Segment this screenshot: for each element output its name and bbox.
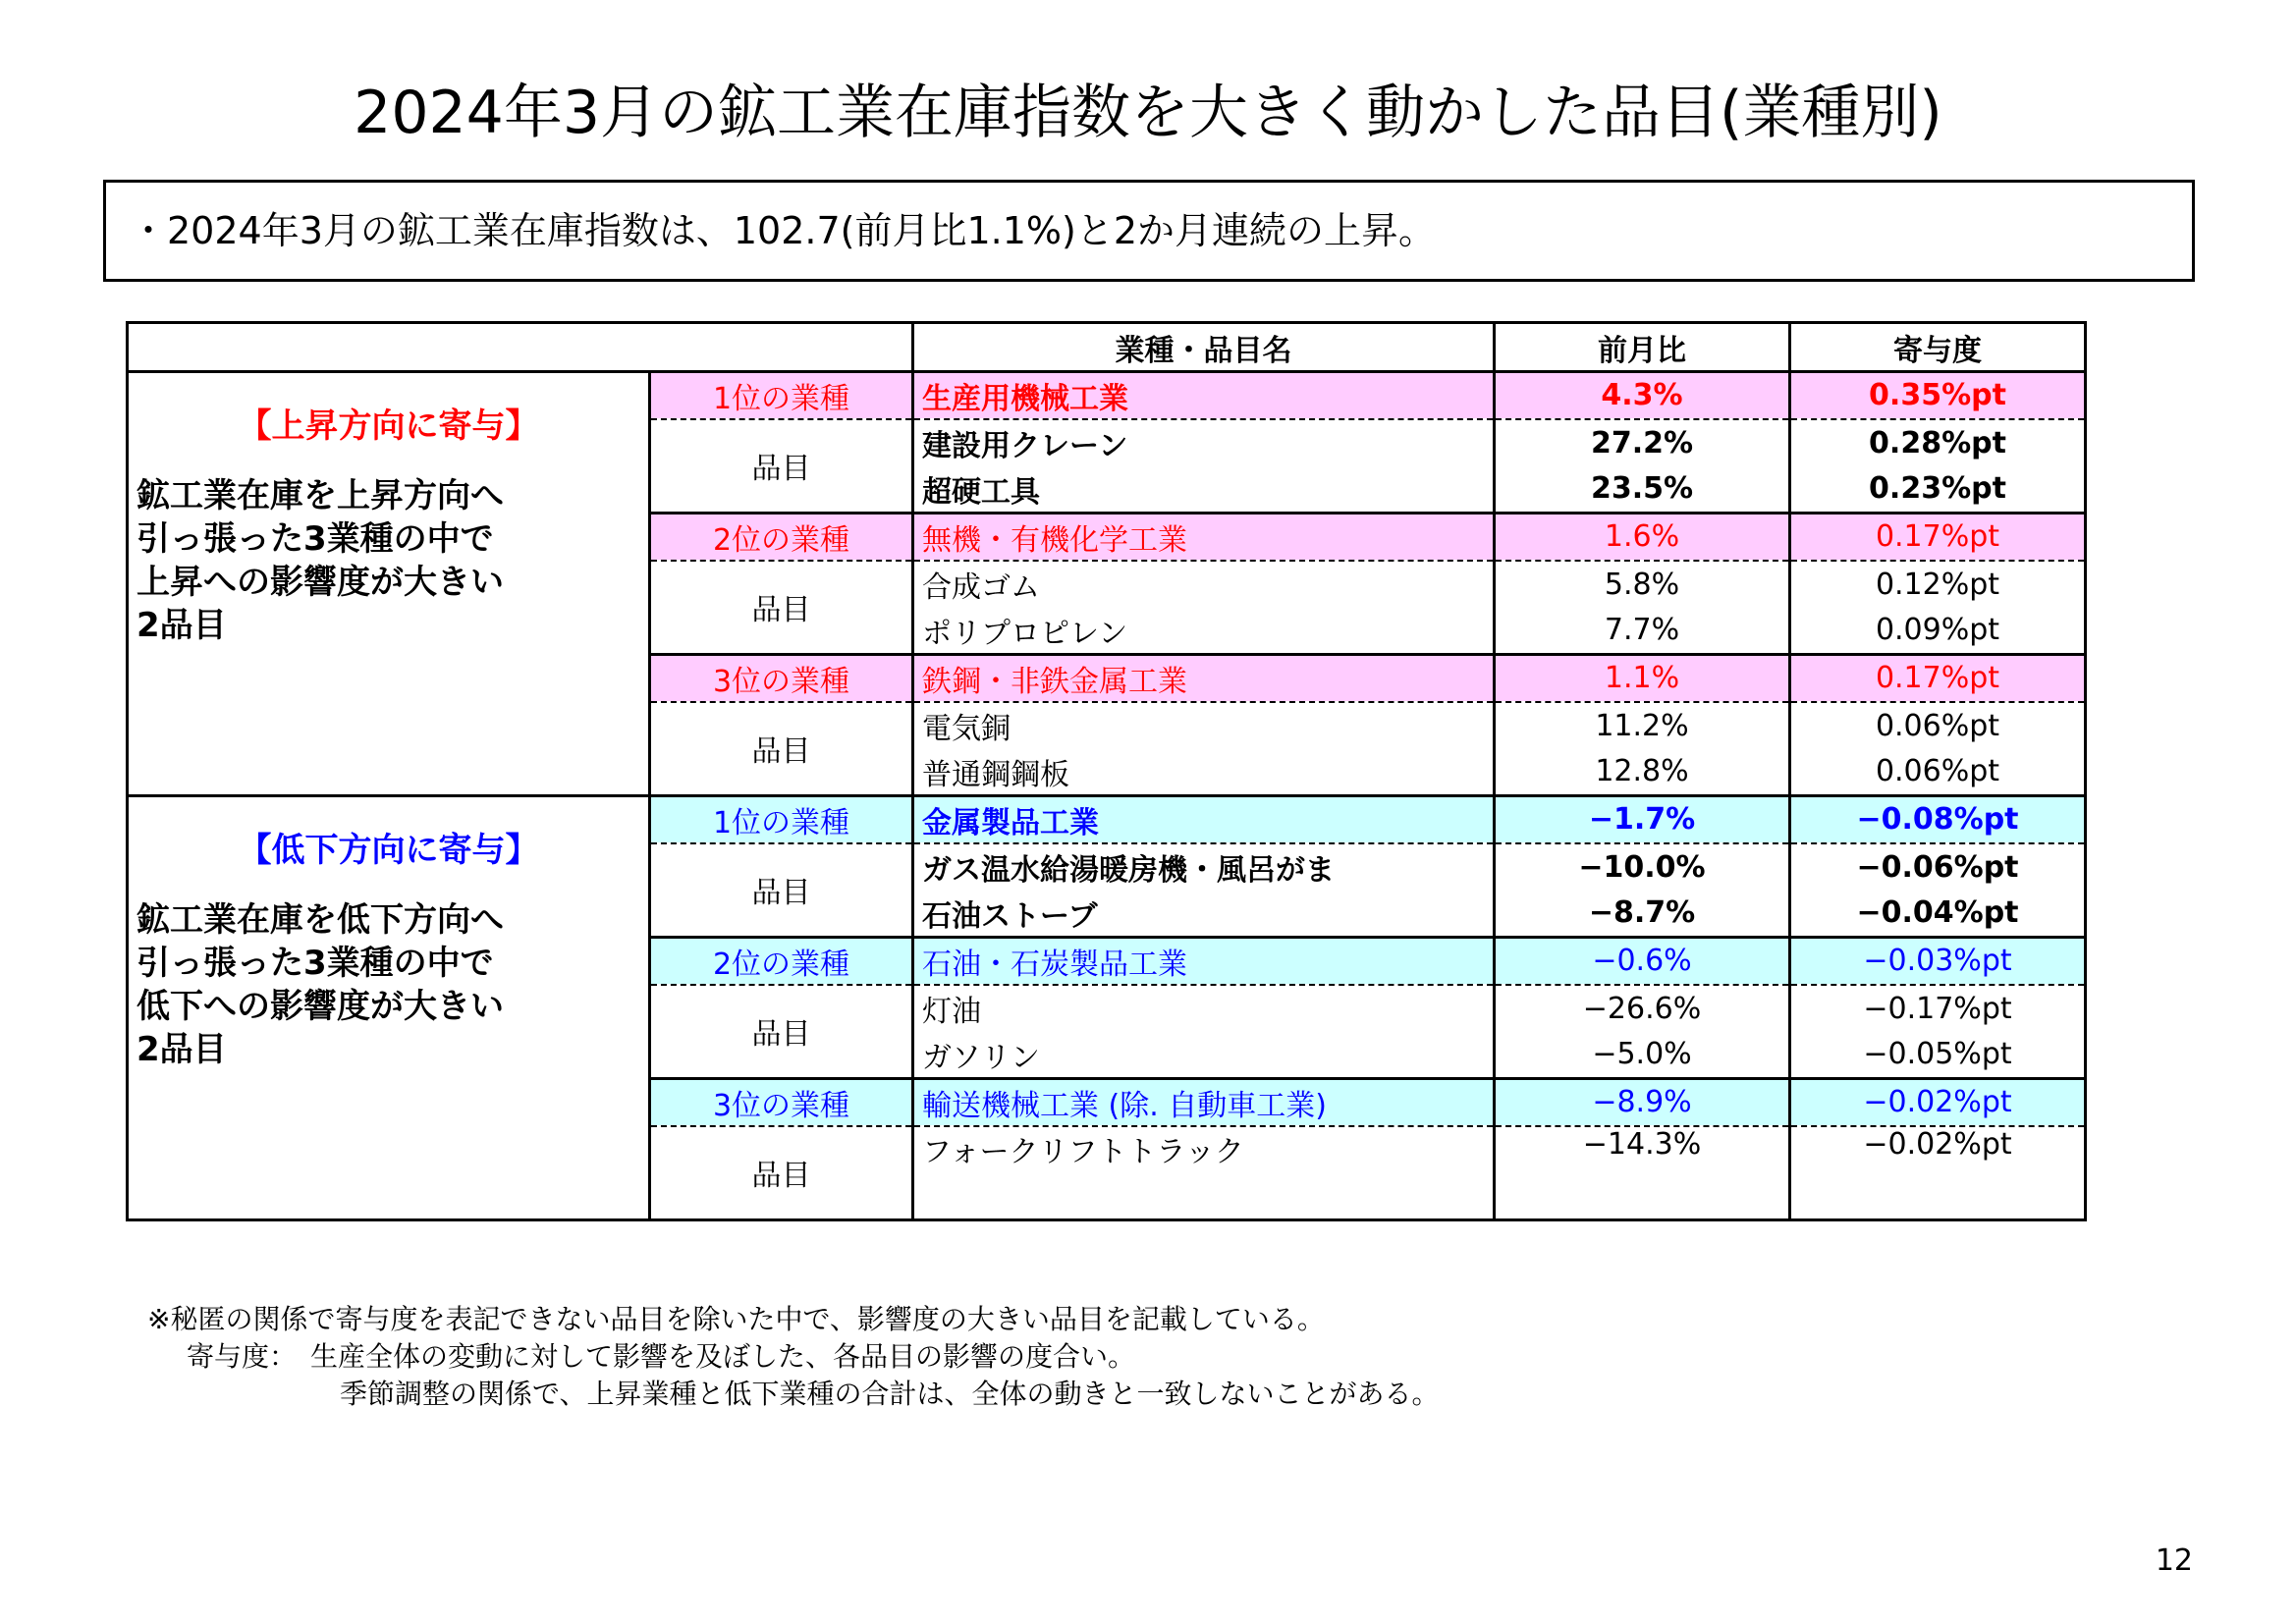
down-desc-line: 鉱工業在庫を低下方向へ <box>137 900 504 940</box>
item-contrib: −0.02%pt <box>1790 1126 2086 1173</box>
up-desc-line: 上昇への影響度が大きい <box>137 563 504 602</box>
item-mom: 7.7% <box>1495 608 1790 655</box>
item-name: フォークリフトトラック <box>913 1126 1495 1173</box>
item-name: 普通鋼鋼板 <box>913 749 1495 796</box>
industry-rank: 2位の業種 <box>650 514 913 561</box>
item-label: 品目 <box>650 561 913 655</box>
industry-name: 無機・有機化学工業 <box>913 514 1495 561</box>
item-name: ガス温水給湯暖房機・風呂がま <box>913 843 1495 891</box>
industry-name: 輸送機械工業 (除. 自動車工業) <box>913 1079 1495 1126</box>
item-mom: −8.7% <box>1495 891 1790 938</box>
item-label: 品目 <box>650 702 913 796</box>
item-mom: −14.3% <box>1495 1126 1790 1173</box>
header-row <box>128 323 2086 372</box>
up-heading: 【上昇方向に寄与】 <box>238 406 539 446</box>
header-blank <box>128 323 913 372</box>
item-name: 超硬工具 <box>913 466 1495 514</box>
item-contrib: 0.06%pt <box>1790 749 2086 796</box>
industry-name: 鉄鋼・非鉄金属工業 <box>913 655 1495 702</box>
industry-row <box>128 796 2086 843</box>
industry-mom: 1.6% <box>1495 514 1790 561</box>
industry-contrib: 0.17%pt <box>1790 655 2086 702</box>
item-label: 品目 <box>650 419 913 514</box>
item-contrib: 0.28%pt <box>1790 419 2086 466</box>
item-name: 合成ゴム <box>913 561 1495 608</box>
item-contrib: −0.06%pt <box>1790 843 2086 891</box>
item-mom: −26.6% <box>1495 985 1790 1032</box>
industry-mom: −1.7% <box>1495 796 1790 843</box>
item-contrib: −0.04%pt <box>1790 891 2086 938</box>
industry-contrib: −0.08%pt <box>1790 796 2086 843</box>
item-name: ガソリン <box>913 1032 1495 1079</box>
item-label: 品目 <box>650 843 913 938</box>
down-direction-cell <box>128 796 650 1220</box>
empty-cell <box>1495 1173 1790 1220</box>
header-mom: 前月比 <box>1495 323 1790 372</box>
item-mom: 11.2% <box>1495 702 1790 749</box>
empty-cell <box>913 1173 1495 1220</box>
industry-mom: 1.1% <box>1495 655 1790 702</box>
industry-rank: 3位の業種 <box>650 655 913 702</box>
up-description <box>137 474 640 647</box>
item-mom: −10.0% <box>1495 843 1790 891</box>
down-heading: 【低下方向に寄与】 <box>238 831 539 870</box>
summary-box: ・2024年3月の鉱工業在庫指数は、102.7(前月比1.1%)と2か月連続の上昇。 <box>103 180 2195 282</box>
header-contrib: 寄与度 <box>1790 323 2086 372</box>
contribution-table <box>126 321 2087 1221</box>
industry-name: 生産用機械工業 <box>913 372 1495 419</box>
down-desc-line: 低下への影響度が大きい <box>137 987 504 1026</box>
up-direction-cell <box>128 372 650 796</box>
industry-rank: 2位の業種 <box>650 938 913 985</box>
item-name: 建設用クレーン <box>913 419 1495 466</box>
item-contrib: −0.05%pt <box>1790 1032 2086 1079</box>
header-name: 業種・品目名 <box>913 323 1495 372</box>
industry-name: 石油・石炭製品工業 <box>913 938 1495 985</box>
industry-contrib: 0.17%pt <box>1790 514 2086 561</box>
footnote-line: ※秘匿の関係で寄与度を表記できない品目を除いた中で、影響度の大きい品目を記載している。 <box>147 1303 1325 1335</box>
industry-rank: 1位の業種 <box>650 372 913 419</box>
industry-contrib: 0.35%pt <box>1790 372 2086 419</box>
industry-contrib: −0.03%pt <box>1790 938 2086 985</box>
item-contrib: 0.09%pt <box>1790 608 2086 655</box>
down-desc-line: 2品目 <box>137 1030 227 1069</box>
item-mom: 12.8% <box>1495 749 1790 796</box>
industry-rank: 1位の業種 <box>650 796 913 843</box>
industry-rank: 3位の業種 <box>650 1079 913 1126</box>
item-contrib: 0.12%pt <box>1790 561 2086 608</box>
industry-mom: −8.9% <box>1495 1079 1790 1126</box>
industry-mom: 4.3% <box>1495 372 1790 419</box>
page-number: 12 <box>2155 1543 2193 1578</box>
industry-row <box>128 372 2086 419</box>
up-desc-line: 鉱工業在庫を上昇方向へ <box>137 476 504 515</box>
down-desc-line: 引っ張った3業種の中で <box>137 944 494 983</box>
item-label: 品目 <box>650 1126 913 1220</box>
empty-cell <box>1790 1173 2086 1220</box>
industry-contrib: −0.02%pt <box>1790 1079 2086 1126</box>
industry-mom: −0.6% <box>1495 938 1790 985</box>
page-title: 2024年3月の鉱工業在庫指数を大きく動かした品目(業種別) <box>354 79 1942 147</box>
up-desc-line: 2品目 <box>137 606 227 645</box>
item-contrib: 0.06%pt <box>1790 702 2086 749</box>
footnotes <box>147 1301 1439 1413</box>
down-description <box>137 898 640 1071</box>
item-mom: 27.2% <box>1495 419 1790 466</box>
up-desc-line: 引っ張った3業種の中で <box>137 519 494 559</box>
item-name: 電気銅 <box>913 702 1495 749</box>
industry-name: 金属製品工業 <box>913 796 1495 843</box>
footnote-line: 寄与度： 生産全体の変動に対して影響を及ぼした、各品目の影響の度合い。 <box>187 1340 1136 1373</box>
item-mom: 23.5% <box>1495 466 1790 514</box>
item-mom: −5.0% <box>1495 1032 1790 1079</box>
item-name: 灯油 <box>913 985 1495 1032</box>
item-label: 品目 <box>650 985 913 1079</box>
item-name: 石油ストーブ <box>913 891 1495 938</box>
footnote-line: 季節調整の関係で、上昇業種と低下業種の合計は、全体の動きと一致しないことがある。 <box>340 1378 1440 1410</box>
item-mom: 5.8% <box>1495 561 1790 608</box>
item-name: ポリプロピレン <box>913 608 1495 655</box>
item-contrib: −0.17%pt <box>1790 985 2086 1032</box>
item-contrib: 0.23%pt <box>1790 466 2086 514</box>
